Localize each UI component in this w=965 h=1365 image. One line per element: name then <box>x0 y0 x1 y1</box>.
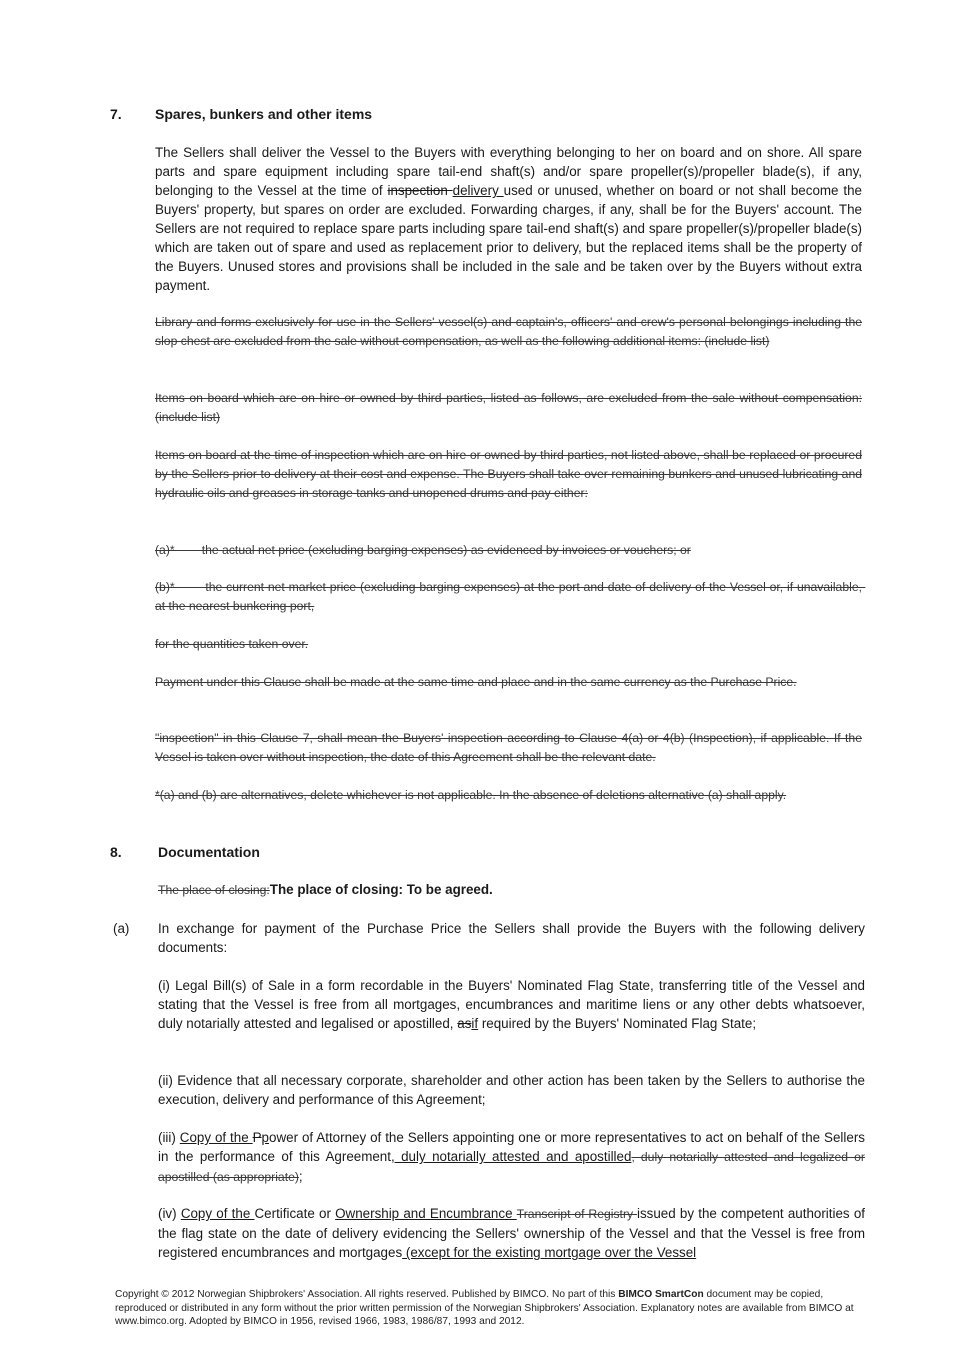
inserted-text: Ownership and Encumbrance <box>335 1206 517 1221</box>
deleted-text: The place of closing: <box>158 883 270 897</box>
deleted-inspection-definition: "inspection" in this Clause 7, shall mean the Buyers' inspection according to Clause 4(a) or 4(b) (Inspection), if applicable. If the Vessel is taken over without inspection, the date of this Agreement shall be the relevant date. <box>155 731 862 764</box>
footer-brand: BIMCO SmartCon <box>618 1289 704 1300</box>
inserted-text: Copy of the <box>179 1130 253 1145</box>
section-7-number: 7. <box>110 106 122 122</box>
item-ii: (ii) Evidence that all necessary corporate, shareholder and other action has been taken by the Sellers to authorise the execution, delivery and performance of this Agreement; <box>158 1073 865 1107</box>
section-8-heading: Documentation <box>158 844 260 860</box>
item-a-label: (a) <box>113 921 130 936</box>
deleted-paragraph-bunkers: Items on board at the time of inspection which are on hire or owned by third parties, not listed above, shall be replaced or procured by the Sellers prior to delivery at their cost and expense. The Buyers shall take over remaining bunkers and unused lubricating and hydraulic oils and greases in storage tanks and unopened drums and pay either: <box>155 448 862 500</box>
inserted-bold-text: The place of closing: To be agreed. <box>269 882 493 897</box>
deleted-payment: Payment under this Clause shall be made at the same time and place and in the same currency as the Purchase Price. <box>155 675 797 689</box>
section-7-heading: Spares, bunkers and other items <box>155 106 373 122</box>
text-run: ; <box>298 1169 303 1184</box>
deleted-option-b: (b)* the current net market price (excluding barging expenses) at the port and date of delivery of the Vessel or, if unavailable, at the nearest bunkering port, <box>155 580 866 613</box>
deleted-text: P <box>252 1130 262 1145</box>
item-a-text: In exchange for payment of the Purchase Price the Sellers shall provide the Buyers with the following delivery documents: <box>158 921 865 955</box>
deleted-paragraph-library: Library and forms exclusively for use in the Sellers' vessel(s) and captain's, officers' and crew's personal belongings including the slop chest are excluded from the sale without compensation, as well as the following additional items: (include list) <box>155 315 862 348</box>
item-iv <box>158 1204 865 1261</box>
deleted-quantities: for the quantities taken over. <box>155 637 309 651</box>
inserted-text: delivery <box>452 183 504 198</box>
inserted-text: p <box>261 1130 269 1145</box>
text-run: ower of Attorney of the Sellers appointing one or more representatives to act on behalf of the Sellers in the performance of this Agreement <box>158 1130 865 1164</box>
inserted-text: Copy of the <box>180 1206 255 1221</box>
deleted-text: , duly notarially attested and legalized or apostilled (as appropriate) <box>158 1150 865 1184</box>
deleted-text: as <box>457 1016 472 1031</box>
place-of-closing <box>158 880 865 900</box>
text-run: (i) Legal Bill(s) of Sale in a form recordable in the Buyers' Nominated Flag State, transferring title of the Vessel and stating that the Vessel is free from all mortgages, encumbrances and maritime liens or any other debts whatsoever, duly notarially attested and legalised or apostilled, <box>158 978 865 1031</box>
section-8-number: 8. <box>110 844 122 860</box>
text-run: issued by the competent authorities of the flag state on the date of delivery evidencing the Sellers' ownership of the Vessel and that the Vessel is free from registered encumbrances and mortgages <box>158 1206 865 1260</box>
text-run: required by the Buyers' Nominated Flag State; <box>478 1016 757 1031</box>
item-iii <box>158 1128 865 1187</box>
deleted-text: Transcript of Registry <box>516 1207 637 1221</box>
copyright-footer <box>115 1288 865 1329</box>
deleted-option-a: (a)* the actual net price (excluding barging expenses) as evidenced by invoices or vouchers; or <box>155 543 691 557</box>
text-run: (iv) <box>158 1206 181 1221</box>
section-7-paragraph <box>155 143 862 295</box>
text-run: (iii) <box>158 1130 180 1145</box>
text-run: Certificate or <box>254 1206 336 1221</box>
inserted-text: , duly notarially attested and apostilled <box>390 1149 632 1164</box>
footer-text: document may be copied, reproduced or distributed in any form without the prior written permission of the Norwegian Shipbrokers' Association. Explanatory notes are available from BIMCO at www.bimco.org. Adopted by BIMCO in 1956, revised 1966, 1983, 1986/87, 1993 and 2012. <box>115 1289 854 1327</box>
inserted-text: if <box>471 1016 479 1031</box>
text-run: The Sellers shall deliver the Vessel to the Buyers with everything belonging to her on board and on shore. All spare parts and spare equipment including spare tail-end shaft(s) and/or spare propeller(s)/propeller blade(s), if any, belonging to the Vessel at the time of <box>155 145 862 198</box>
deleted-alternatives-note: *(a) and (b) are alternatives, delete whichever is not applicable. In the absence of deletions alternative (a) shall apply. <box>155 788 787 802</box>
inserted-text: (except for the existing mortgage over the Vessel <box>402 1245 697 1260</box>
footer-text: Copyright © 2012 Norwegian Shipbrokers' Association. All rights reserved. Published by BIMCO. No part of this <box>115 1289 619 1300</box>
item-i <box>158 976 865 1033</box>
text-run: used or unused, whether on board or not shall become the Buyers' property, but spares on order are excluded. Forwarding charges, if any, shall be for the Buyers' account. The Sellers are not required to replace spare parts including spare tail-end shaft(s) and spare propeller(s)/propeller blade(s) which are taken out of spare and used as replacement prior to delivery, but the replaced items shall be the property of the Buyers. Unused stores and provisions shall be included in the sale and be taken over by the Buyers without extra payment. <box>155 183 862 293</box>
deleted-paragraph-third-party-items: Items on board which are on hire or owned by third parties, listed as follows, are excluded from the sale without compensation: (include list) <box>155 391 862 424</box>
deleted-text: inspection <box>387 183 453 198</box>
